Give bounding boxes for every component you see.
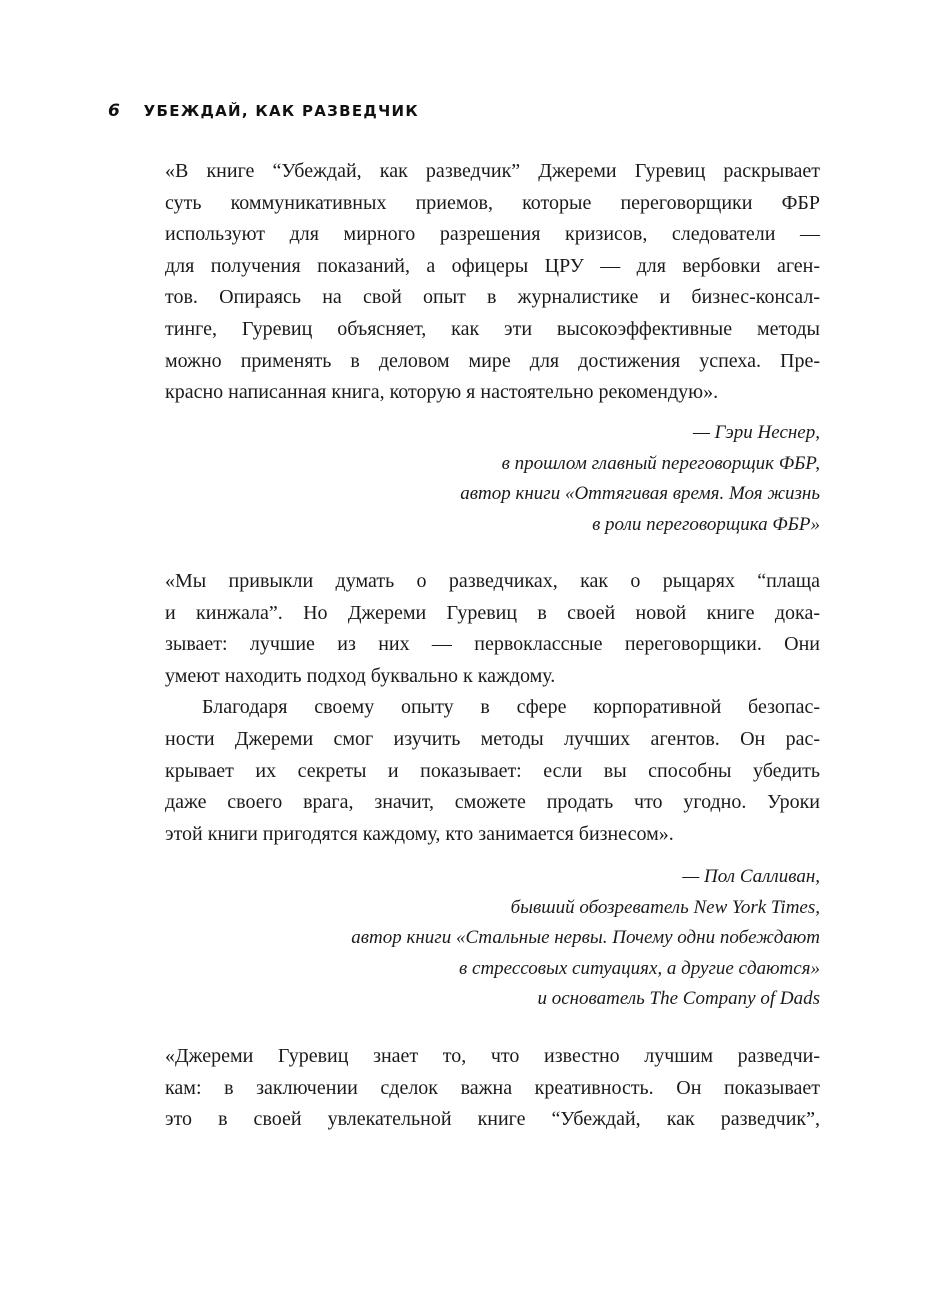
quote-line: суть коммуникативных приемов, которые переговорщики ФБР xyxy=(165,191,820,214)
quote-line: зывает: лучшие из них — первоклассные переговорщики. Они xyxy=(165,633,820,656)
quote-line: тинге, Гуревиц объясняет, как эти высокоэффективные методы xyxy=(165,317,820,340)
attribution-line: — Пол Салливан, xyxy=(682,866,820,887)
quote-line: для получения показаний, а офицеры ЦРУ — для вербовки аген- xyxy=(165,254,820,277)
endorsement-attribution-1 xyxy=(165,418,820,540)
quote-line: это в своей увлекательной книге “Убеждай, как разведчик”, xyxy=(165,1108,820,1131)
quote-line: «Мы привыкли думать о разведчиках, как о рыцарях “плаща xyxy=(165,570,820,592)
quote-line: и кинжала”. Но Джереми Гуревиц в своей новой книге дока- xyxy=(165,601,820,624)
quote-line: используют для мирного разрешения кризисов, следователи — xyxy=(165,223,820,246)
quote-line: красно написанная книга, которую я настоятельно рекомендую». xyxy=(165,381,719,404)
endorsement-quote-1 xyxy=(165,156,820,409)
endorsement-quote-3 xyxy=(165,1041,820,1136)
quote-line: умеют находить подход буквально к каждому. xyxy=(165,664,556,687)
attribution-line: — Гэри Неснер, xyxy=(692,422,820,443)
attribution-line: автор книги «Оттягивая время. Моя жизнь xyxy=(460,483,820,504)
attribution-line: в прошлом главный переговорщик ФБР, xyxy=(501,452,820,474)
endorsement-quote-2 xyxy=(165,566,820,850)
attribution-line: и основатель The Company of Dads xyxy=(537,988,820,1009)
endorsement-attribution-2 xyxy=(165,862,820,1015)
quote-line: Благодаря своему опыту в сфере корпоративной безопас- xyxy=(202,696,820,719)
quote-line: «Джереми Гуревиц знает то, что известно лучшим разведчи- xyxy=(165,1045,820,1067)
page-number: 6 xyxy=(108,101,122,121)
attribution-line: в роли переговорщика ФБР» xyxy=(592,513,820,535)
quote-line: ности Джереми смог изучить методы лучших агентов. Он рас- xyxy=(165,727,820,750)
running-header xyxy=(108,101,419,121)
quote-line: этой книги пригодятся каждому, кто занимается бизнесом». xyxy=(165,822,674,845)
attribution-line: автор книги «Стальные нервы. Почему одни побеждают xyxy=(351,927,820,948)
attribution-line: бывший обозреватель New York Times, xyxy=(510,896,820,918)
quote-line: даже своего врага, значит, сможете продать что угодно. Уроки xyxy=(165,791,820,814)
running-title: УБЕЖДАЙ, КАК РАЗВЕДЧИК xyxy=(143,102,419,120)
quote-line: тов. Опираясь на свой опыт в журналистике и бизнес-консал- xyxy=(165,286,820,309)
quote-line: можно применять в деловом мире для достижения успеха. Пре- xyxy=(165,349,820,372)
attribution-line: в стрессовых ситуациях, а другие сдаются» xyxy=(459,957,820,979)
quote-line: кам: в заключении сделок важна креативность. Он показывает xyxy=(165,1076,820,1099)
quote-line: крывает их секреты и показывает: если вы способны убедить xyxy=(165,759,820,782)
quote-line: «В книге “Убеждай, как разведчик” Джереми Гуревиц раскрывает xyxy=(165,160,820,182)
